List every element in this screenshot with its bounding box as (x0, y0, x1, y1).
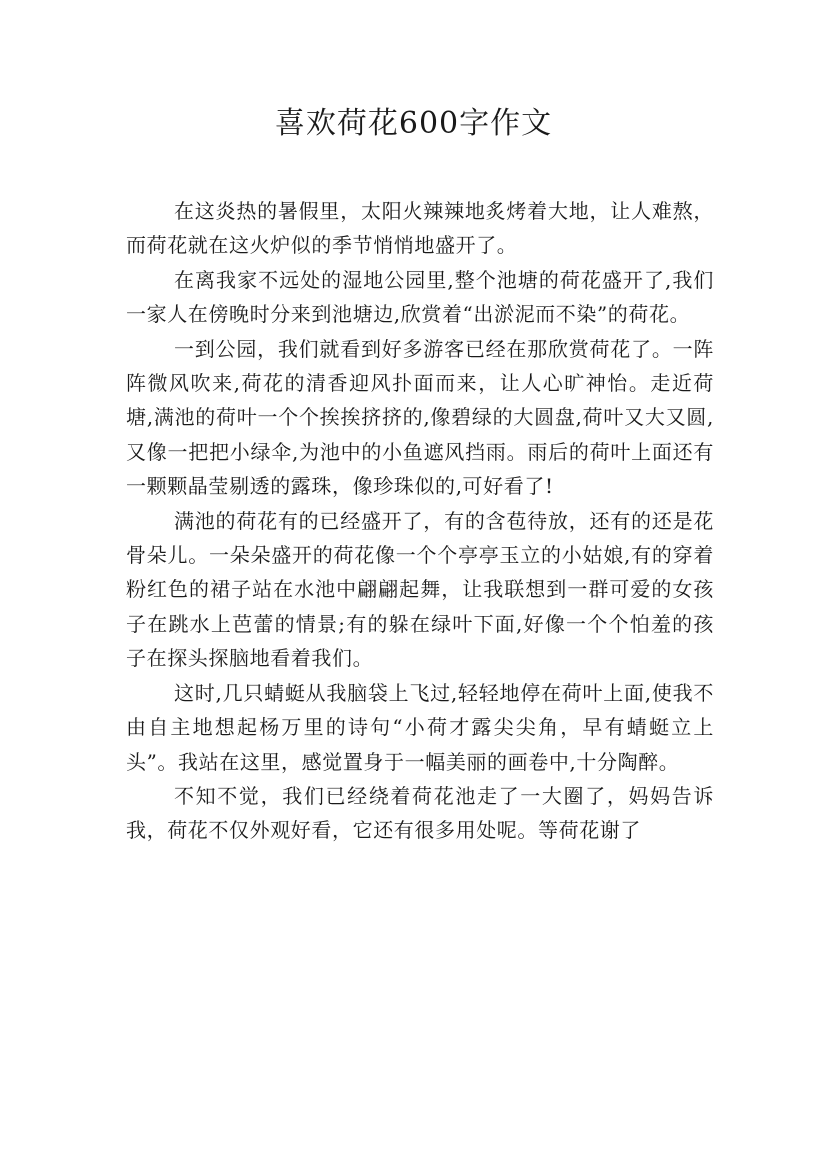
paragraph-4: 满池的荷花有的已经盛开了，有的含苞待放，还有的还是花骨朵儿。一朵朵盛开的荷花像一个个亭亭玉立的小姑娘,有的穿着粉红色的裙子站在水池中翩翩起舞，让我联想到一群可爱的女孩子在跳水上芭蕾的情景;有的躲在绿叶下面,好像一个个怕羞的孩子在探头探脑地看着我们。 (126, 508, 714, 671)
paragraph-6: 不知不觉，我们已经绕着荷花池走了一大圈了，妈妈告诉我，荷花不仅外观好看，它还有很多用处呢。等荷花谢了 (126, 783, 714, 843)
document-title: 喜欢荷花600字作文 (274, 106, 553, 141)
essay-body (126, 194, 714, 848)
paragraph-2: 在离我家不远处的湿地公园里,整个池塘的荷花盛开了,我们一家人在傍晚时分来到池塘边,欣赏着“出淤泥而不染”的荷花。 (126, 267, 714, 327)
paragraph-3: 一到公园，我们就看到好多游客已经在那欣赏荷花了。一阵阵微风吹来,荷花的清香迎风扑面而来，让人心旷神怡。走近荷塘,满池的荷叶一个个挨挨挤挤的,像碧绿的大圆盘,荷叶又大又圆,又像一把把小绿伞,为池中的小鱼遮风挡雨。雨后的荷叶上面还有一颗颗晶莹剔透的露珠，像珍珠似的,可好看了! (126, 336, 714, 499)
paragraph-5: 这时,几只蜻蜓从我脑袋上飞过,轻轻地停在荷叶上面,使我不由自主地想起杨万里的诗句“小荷才露尖尖角，早有蜻蜓立上头”。我站在这里，感觉置身于一幅美丽的画卷中,十分陶醉。 (126, 680, 714, 774)
paragraph-1: 在这炎热的暑假里，太阳火辣辣地炙烤着大地，让人难熬，而荷花就在这火炉似的季节悄悄地盛开了。 (126, 199, 714, 258)
